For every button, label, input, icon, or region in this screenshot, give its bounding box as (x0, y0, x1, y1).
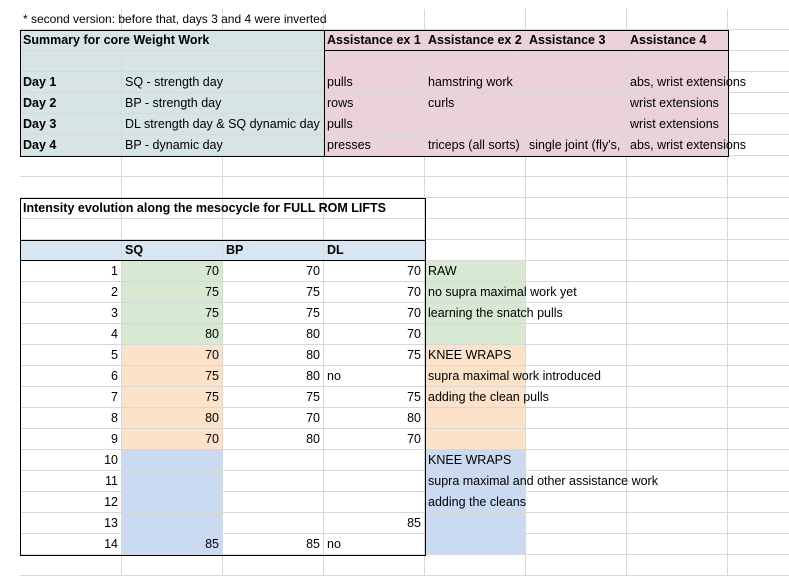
summary-assist-1[interactable]: rows (324, 93, 425, 114)
summary-assist-3[interactable] (526, 114, 627, 135)
empty-cell[interactable] (223, 177, 324, 198)
summary-spacer[interactable] (324, 51, 425, 72)
empty-cell[interactable] (526, 156, 627, 177)
summary-assist-1[interactable]: presses (324, 135, 425, 156)
summary-spacer[interactable] (526, 51, 627, 72)
phase-note[interactable] (425, 513, 526, 534)
sq-intensity[interactable] (122, 513, 223, 534)
empty-cell[interactable] (526, 513, 627, 534)
empty-cell[interactable] (627, 450, 728, 471)
dl-intensity[interactable]: 70 (324, 282, 425, 303)
summary-core-work[interactable]: SQ - strength day (122, 72, 324, 93)
summary-day[interactable]: Day 1 (20, 72, 122, 93)
empty-cell[interactable] (728, 177, 789, 198)
summary-assist-3[interactable] (526, 72, 627, 93)
phase-note[interactable]: learning the snatch pulls (425, 303, 526, 324)
summary-assist-3[interactable] (526, 93, 627, 114)
empty-cell[interactable] (324, 555, 425, 576)
sq-intensity[interactable] (122, 492, 223, 513)
sq-intensity[interactable]: 70 (122, 261, 223, 282)
empty-cell[interactable] (627, 513, 728, 534)
empty-cell[interactable] (728, 345, 789, 366)
empty-cell[interactable] (526, 324, 627, 345)
empty-cell[interactable] (627, 492, 728, 513)
bp-intensity[interactable]: 75 (223, 387, 324, 408)
empty-cell[interactable] (526, 429, 627, 450)
empty-cell[interactable] (728, 261, 789, 282)
dl-intensity[interactable] (324, 492, 425, 513)
dl-intensity[interactable]: 75 (324, 345, 425, 366)
empty-cell[interactable] (627, 345, 728, 366)
dl-intensity[interactable]: 70 (324, 303, 425, 324)
sq-intensity[interactable]: 75 (122, 387, 223, 408)
empty-cell[interactable] (627, 408, 728, 429)
empty-cell[interactable] (728, 408, 789, 429)
dl-note[interactable]: no (324, 366, 425, 387)
intensity-header-dl[interactable]: DL (324, 240, 425, 261)
empty-cell[interactable] (728, 534, 789, 555)
dl-note[interactable]: no (324, 534, 425, 555)
summary-day[interactable]: Day 4 (20, 135, 122, 156)
empty-cell[interactable] (526, 177, 627, 198)
dl-intensity[interactable] (324, 450, 425, 471)
week-number[interactable]: 14 (20, 534, 122, 555)
summary-assist-4[interactable]: abs, wrist extensions (627, 135, 728, 156)
empty-cell[interactable] (526, 9, 627, 30)
week-number[interactable]: 2 (20, 282, 122, 303)
phase-note[interactable]: supra maximal and other assistance work (425, 471, 526, 492)
phase-note[interactable]: no supra maximal work yet (425, 282, 526, 303)
phase-note[interactable]: KNEE WRAPS (425, 450, 526, 471)
empty-cell[interactable] (728, 429, 789, 450)
bp-intensity[interactable]: 80 (223, 345, 324, 366)
empty-cell[interactable] (526, 240, 627, 261)
empty-cell[interactable] (526, 555, 627, 576)
empty-cell[interactable] (728, 366, 789, 387)
week-number[interactable]: 11 (20, 471, 122, 492)
phase-note[interactable]: adding the clean pulls (425, 387, 526, 408)
summary-assist-1[interactable]: pulls (324, 114, 425, 135)
empty-cell[interactable] (627, 156, 728, 177)
empty-cell[interactable] (728, 198, 789, 219)
intensity-header-sq[interactable]: SQ (122, 240, 223, 261)
sq-intensity[interactable]: 75 (122, 282, 223, 303)
empty-cell[interactable] (20, 177, 122, 198)
sq-intensity[interactable] (122, 450, 223, 471)
week-number[interactable]: 7 (20, 387, 122, 408)
phase-note[interactable]: adding the cleans (425, 492, 526, 513)
empty-cell[interactable] (627, 387, 728, 408)
empty-cell[interactable] (122, 555, 223, 576)
empty-cell[interactable] (122, 177, 223, 198)
bp-intensity[interactable]: 75 (223, 282, 324, 303)
bp-intensity[interactable]: 80 (223, 324, 324, 345)
empty-cell[interactable] (526, 408, 627, 429)
summary-header-4[interactable]: Assistance 4 (627, 30, 728, 51)
empty-cell[interactable] (627, 240, 728, 261)
intensity-header-week[interactable] (20, 240, 122, 261)
bp-intensity[interactable]: 80 (223, 366, 324, 387)
empty-cell[interactable] (627, 198, 728, 219)
week-number[interactable]: 9 (20, 429, 122, 450)
empty-cell[interactable] (627, 429, 728, 450)
empty-cell[interactable] (728, 387, 789, 408)
empty-cell[interactable] (425, 219, 526, 240)
bp-intensity[interactable] (223, 513, 324, 534)
week-number[interactable]: 12 (20, 492, 122, 513)
bp-intensity[interactable]: 70 (223, 408, 324, 429)
week-number[interactable]: 3 (20, 303, 122, 324)
intensity-title[interactable]: Intensity evolution along the mesocycle for FULL ROM LIFTS (20, 198, 425, 219)
empty-cell[interactable] (728, 324, 789, 345)
summary-assist-4[interactable]: abs, wrist extensions (627, 72, 728, 93)
dl-intensity[interactable]: 70 (324, 429, 425, 450)
summary-spacer[interactable] (122, 51, 324, 72)
empty-cell[interactable] (728, 450, 789, 471)
summary-day[interactable]: Day 3 (20, 114, 122, 135)
empty-cell[interactable] (728, 30, 789, 51)
dl-intensity[interactable]: 70 (324, 324, 425, 345)
summary-assist-2[interactable]: hamstring work (425, 72, 526, 93)
bp-intensity[interactable]: 80 (223, 429, 324, 450)
summary-assist-4[interactable]: wrist extensions (627, 114, 728, 135)
phase-note[interactable] (425, 324, 526, 345)
summary-assist-2[interactable]: curls (425, 93, 526, 114)
empty-cell[interactable] (627, 324, 728, 345)
summary-core-work[interactable]: BP - dynamic day (122, 135, 324, 156)
empty-cell[interactable] (728, 471, 789, 492)
summary-header-1[interactable]: Assistance ex 1 (324, 30, 425, 51)
dl-intensity[interactable]: 85 (324, 513, 425, 534)
week-number[interactable]: 6 (20, 366, 122, 387)
empty-cell[interactable] (627, 177, 728, 198)
sq-intensity[interactable]: 75 (122, 303, 223, 324)
empty-cell[interactable] (223, 555, 324, 576)
sq-intensity[interactable]: 70 (122, 429, 223, 450)
bp-intensity[interactable] (223, 492, 324, 513)
summary-day[interactable]: Day 2 (20, 93, 122, 114)
summary-assist-2[interactable]: triceps (all sorts) (425, 135, 526, 156)
week-number[interactable]: 4 (20, 324, 122, 345)
top-note[interactable]: * second version: before that, days 3 and 4 were inverted (20, 9, 122, 30)
week-number[interactable]: 1 (20, 261, 122, 282)
phase-note[interactable] (425, 534, 526, 555)
empty-cell[interactable] (627, 282, 728, 303)
empty-cell[interactable] (728, 240, 789, 261)
bp-intensity[interactable]: 75 (223, 303, 324, 324)
summary-header-2[interactable]: Assistance ex 2 (425, 30, 526, 51)
empty-cell[interactable] (20, 555, 122, 576)
empty-cell[interactable] (20, 156, 122, 177)
empty-cell[interactable] (526, 450, 627, 471)
empty-cell[interactable] (627, 303, 728, 324)
sq-intensity[interactable]: 80 (122, 408, 223, 429)
phase-note[interactable] (425, 408, 526, 429)
dl-intensity[interactable]: 80 (324, 408, 425, 429)
summary-assist-3[interactable]: single joint (fly's, (526, 135, 627, 156)
empty-cell[interactable] (728, 93, 789, 114)
summary-spacer[interactable] (425, 51, 526, 72)
bp-intensity[interactable]: 85 (223, 534, 324, 555)
sq-intensity[interactable]: 75 (122, 366, 223, 387)
bp-intensity[interactable] (223, 471, 324, 492)
empty-cell[interactable] (627, 9, 728, 30)
bp-intensity[interactable]: 70 (223, 261, 324, 282)
empty-cell[interactable] (425, 240, 526, 261)
summary-spacer[interactable] (627, 51, 728, 72)
empty-cell[interactable] (728, 492, 789, 513)
phase-note[interactable]: supra maximal work introduced (425, 366, 526, 387)
week-number[interactable]: 5 (20, 345, 122, 366)
summary-header-3[interactable]: Assistance 3 (526, 30, 627, 51)
empty-cell[interactable] (324, 9, 425, 30)
empty-cell[interactable] (728, 303, 789, 324)
bp-intensity[interactable] (223, 450, 324, 471)
empty-cell[interactable] (627, 261, 728, 282)
empty-cell[interactable] (728, 513, 789, 534)
phase-note[interactable]: KNEE WRAPS (425, 345, 526, 366)
empty-cell[interactable] (728, 555, 789, 576)
sq-intensity[interactable]: 85 (122, 534, 223, 555)
empty-cell[interactable] (526, 492, 627, 513)
empty-cell[interactable] (728, 282, 789, 303)
empty-cell[interactable] (425, 555, 526, 576)
dl-intensity[interactable] (324, 471, 425, 492)
empty-cell[interactable] (425, 177, 526, 198)
empty-cell[interactable] (728, 114, 789, 135)
empty-cell[interactable] (324, 177, 425, 198)
empty-cell[interactable] (526, 219, 627, 240)
empty-cell[interactable] (526, 534, 627, 555)
summary-assist-2[interactable] (425, 114, 526, 135)
week-number[interactable]: 10 (20, 450, 122, 471)
empty-cell[interactable] (324, 156, 425, 177)
sq-intensity[interactable]: 70 (122, 345, 223, 366)
empty-cell[interactable] (627, 366, 728, 387)
week-number[interactable]: 8 (20, 408, 122, 429)
empty-cell[interactable] (526, 345, 627, 366)
summary-assist-4[interactable]: wrist extensions (627, 93, 728, 114)
sq-intensity[interactable]: 80 (122, 324, 223, 345)
empty-cell[interactable] (728, 9, 789, 30)
empty-cell[interactable] (728, 156, 789, 177)
empty-cell[interactable] (728, 219, 789, 240)
empty-cell[interactable] (728, 51, 789, 72)
empty-cell[interactable] (122, 156, 223, 177)
empty-cell[interactable] (223, 156, 324, 177)
empty-cell[interactable] (425, 156, 526, 177)
empty-cell[interactable] (627, 534, 728, 555)
phase-note[interactable] (425, 429, 526, 450)
dl-intensity[interactable]: 75 (324, 387, 425, 408)
empty-cell[interactable] (627, 219, 728, 240)
summary-spacer[interactable] (20, 51, 122, 72)
empty-cell[interactable] (526, 261, 627, 282)
intensity-header-bp[interactable]: BP (223, 240, 324, 261)
summary-core-work[interactable]: DL strength day & SQ dynamic day (122, 114, 324, 135)
summary-assist-1[interactable]: pulls (324, 72, 425, 93)
empty-cell[interactable] (425, 198, 526, 219)
week-number[interactable]: 13 (20, 513, 122, 534)
empty-cell[interactable] (627, 555, 728, 576)
phase-note[interactable]: RAW (425, 261, 526, 282)
empty-cell[interactable] (425, 9, 526, 30)
dl-intensity[interactable]: 70 (324, 261, 425, 282)
summary-title[interactable]: Summary for core Weight Work (20, 30, 324, 51)
intensity-spacer[interactable] (20, 219, 425, 240)
summary-core-work[interactable]: BP - strength day (122, 93, 324, 114)
empty-cell[interactable] (526, 198, 627, 219)
sq-intensity[interactable] (122, 471, 223, 492)
